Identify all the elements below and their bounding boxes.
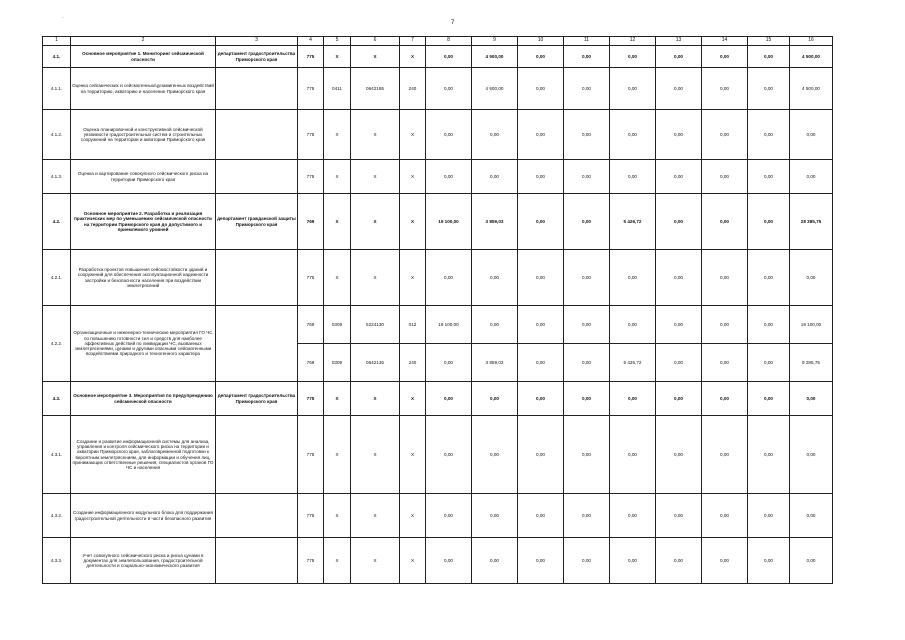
value-cell: 0,00 xyxy=(518,110,564,160)
header-cell: 16 xyxy=(790,37,833,46)
row-name: Оценка планировочной и конструктивной сейсмической уязвимости градостроительных систем и строительных сооружений на территории и акватории Приморского края xyxy=(71,110,216,160)
code-cell: 775 xyxy=(298,382,324,416)
value-cell: 0,00 xyxy=(610,68,656,110)
code-cell: 775 xyxy=(298,160,324,194)
code-cell: 775 xyxy=(298,46,324,68)
value-cell: 0,00 xyxy=(472,110,518,160)
value-cell: 0,00 xyxy=(610,416,656,494)
value-cell: 0,00 xyxy=(790,250,833,306)
value-cell: 0,00 xyxy=(426,344,472,382)
value-cell: 0,00 xyxy=(748,110,790,160)
value-cell: 0,00 xyxy=(748,538,790,584)
value-cell: 19 100,00 xyxy=(426,194,472,250)
row-number: 4.1.1. xyxy=(43,68,71,110)
value-cell: 0,00 xyxy=(702,250,748,306)
table-row xyxy=(43,494,833,538)
code-cell: 769 xyxy=(298,306,324,344)
value-cell: 0,00 xyxy=(702,46,748,68)
row-name: Оценка и картирование совокупного сейсмического риска на территории Приморского края xyxy=(71,160,216,194)
header-cell: 11 xyxy=(564,37,610,46)
code-cell: 240 xyxy=(400,68,426,110)
value-cell: 0,00 xyxy=(656,382,702,416)
value-cell: 0,00 xyxy=(564,68,610,110)
table-row xyxy=(43,160,833,194)
value-cell: 0,00 xyxy=(656,494,702,538)
code-cell: 012 xyxy=(400,306,426,344)
value-cell: 0,00 xyxy=(790,110,833,160)
row-name: Учет совокупного сейсмического риска и риска цунами в документах для землепользования, градостроительной деятельности и социально-экономического развития xyxy=(71,538,216,584)
code-cell: X xyxy=(351,194,400,250)
value-cell: 0,00 xyxy=(610,382,656,416)
value-cell: 0,00 xyxy=(748,46,790,68)
value-cell: 9 285,75 xyxy=(790,344,833,382)
value-cell: 0,00 xyxy=(518,46,564,68)
row-name: Основное мероприятие 2. Разработка и реализация практических мер по уменьшению сейсмической опасности на территории Приморского края до допустимого и приемлемого уровней xyxy=(71,194,216,250)
value-cell: 0,00 xyxy=(426,382,472,416)
row-number: 4.3.2. xyxy=(43,494,71,538)
value-cell: 0,00 xyxy=(656,306,702,344)
header-cell: 13 xyxy=(656,37,702,46)
header-cell: 6 xyxy=(351,37,400,46)
code-cell: 769 xyxy=(298,194,324,250)
code-cell: X xyxy=(400,160,426,194)
value-cell: 0,00 xyxy=(656,250,702,306)
row-number: 4.1.3. xyxy=(43,160,71,194)
value-cell: 0,00 xyxy=(426,250,472,306)
value-cell: 0,00 xyxy=(702,160,748,194)
code-cell: 240 xyxy=(400,344,426,382)
value-cell: 0,00 xyxy=(518,382,564,416)
row-number: 4.1. xyxy=(43,46,71,68)
row-name: Разработка проектов повышения сейсмостойкости зданий и сооружений для обеспечения эксплуатационной надежности застройки и безопасности населения при воздействии землетрясений xyxy=(71,250,216,306)
value-cell: 0,00 xyxy=(702,538,748,584)
value-cell: 0,00 xyxy=(564,110,610,160)
row-executor: департамент гражданской защиты Приморского края xyxy=(216,194,298,250)
code-cell: X xyxy=(351,160,400,194)
value-cell: 5 426,72 xyxy=(610,194,656,250)
code-cell: X xyxy=(351,416,400,494)
row-executor xyxy=(216,110,298,160)
code-cell: X xyxy=(324,46,351,68)
table-row xyxy=(43,68,833,110)
code-cell: X xyxy=(324,494,351,538)
value-cell: 0,00 xyxy=(518,416,564,494)
value-cell: 0,00 xyxy=(426,160,472,194)
value-cell: 0,00 xyxy=(564,46,610,68)
code-cell: 775 xyxy=(298,494,324,538)
code-cell: X xyxy=(351,494,400,538)
row-executor xyxy=(216,416,298,494)
value-cell: 5 426,72 xyxy=(610,344,656,382)
value-cell: 28 385,75 xyxy=(790,194,833,250)
row-executor xyxy=(216,250,298,306)
page-number: 7 xyxy=(451,20,455,26)
code-cell: 0411 xyxy=(324,68,351,110)
value-cell: 0,00 xyxy=(790,416,833,494)
code-cell: 0642185 xyxy=(351,68,400,110)
value-cell: 0,00 xyxy=(656,68,702,110)
code-cell: X xyxy=(324,160,351,194)
header-cell: 5 xyxy=(324,37,351,46)
row-executor xyxy=(216,538,298,584)
value-cell: 0,00 xyxy=(426,68,472,110)
table-row xyxy=(43,382,833,416)
value-cell: 0,00 xyxy=(702,416,748,494)
code-cell: X xyxy=(400,416,426,494)
code-cell: 769 xyxy=(298,344,324,382)
value-cell: 0,00 xyxy=(610,46,656,68)
value-cell: 0,00 xyxy=(472,416,518,494)
value-cell: 0,00 xyxy=(518,306,564,344)
value-cell: 0,00 xyxy=(702,494,748,538)
code-cell: 775 xyxy=(298,68,324,110)
value-cell: 0,00 xyxy=(518,344,564,382)
code-cell: X xyxy=(324,382,351,416)
value-cell: 0,00 xyxy=(748,494,790,538)
value-cell: 0,00 xyxy=(748,68,790,110)
row-number: 4.2. xyxy=(43,194,71,250)
row-name: Основное мероприятие 3. Мероприятия по предупреждению сейсмической опасности xyxy=(71,382,216,416)
table-row xyxy=(43,416,833,494)
value-cell: 0,00 xyxy=(702,110,748,160)
value-cell: 0,00 xyxy=(518,538,564,584)
value-cell: 0,00 xyxy=(472,250,518,306)
budget-table xyxy=(42,36,833,584)
code-cell: 0642135 xyxy=(351,344,400,382)
value-cell: 0,00 xyxy=(790,494,833,538)
value-cell: 0,00 xyxy=(518,68,564,110)
code-cell: X xyxy=(324,194,351,250)
value-cell: 0,00 xyxy=(748,194,790,250)
row-number: 4.2.2. xyxy=(43,306,71,382)
value-cell: 0,00 xyxy=(564,416,610,494)
table-row xyxy=(43,306,833,344)
code-cell: X xyxy=(324,416,351,494)
code-cell: X xyxy=(400,46,426,68)
value-cell: 0,00 xyxy=(610,110,656,160)
code-cell: X xyxy=(351,46,400,68)
value-cell: 0,00 xyxy=(426,46,472,68)
value-cell: 0,00 xyxy=(472,160,518,194)
value-cell: 0,00 xyxy=(610,306,656,344)
value-cell: 0,00 xyxy=(656,416,702,494)
header-cell: 2 xyxy=(71,37,216,46)
value-cell: 0,00 xyxy=(426,538,472,584)
code-cell: X xyxy=(351,382,400,416)
value-cell: 0,00 xyxy=(518,250,564,306)
row-name: Создание и развитие информационной системы для анализа, управления и контроля сейсмического риска на территории и акватории Приморского края, заблаговременной подготовки к вероятным землетрясениям, для информации и обучения лиц, принимающих ответственные решения, специалистов органов ГО ЧС и населения xyxy=(71,416,216,494)
value-cell: 0,00 xyxy=(748,306,790,344)
row-executor xyxy=(216,160,298,194)
code-cell: X xyxy=(351,110,400,160)
header-cell: 14 xyxy=(702,37,748,46)
header-row xyxy=(43,37,833,46)
header-cell: 3 xyxy=(216,37,298,46)
value-cell: 0,00 xyxy=(748,160,790,194)
value-cell: 0,00 xyxy=(702,382,748,416)
value-cell: 0,00 xyxy=(518,194,564,250)
code-cell: 5224130 xyxy=(351,306,400,344)
value-cell: 0,00 xyxy=(702,68,748,110)
row-number: 4.2.1. xyxy=(43,250,71,306)
row-executor: департамент градостроительства Приморского края xyxy=(216,382,298,416)
code-cell: X xyxy=(351,250,400,306)
value-cell: 0,00 xyxy=(426,494,472,538)
header-cell: 10 xyxy=(518,37,564,46)
value-cell: 3 859,03 xyxy=(472,194,518,250)
value-cell: 0,00 xyxy=(790,160,833,194)
value-cell: 19 100,00 xyxy=(790,306,833,344)
value-cell: 4 500,00 xyxy=(790,46,833,68)
value-cell: 0,00 xyxy=(610,250,656,306)
table-row xyxy=(43,110,833,160)
code-cell: 775 xyxy=(298,416,324,494)
code-cell: 0309 xyxy=(324,306,351,344)
value-cell: 0,00 xyxy=(426,110,472,160)
header-cell: 9 xyxy=(472,37,518,46)
value-cell: 0,00 xyxy=(748,344,790,382)
value-cell: 0,00 xyxy=(518,494,564,538)
value-cell: 0,00 xyxy=(656,538,702,584)
value-cell: 0,00 xyxy=(564,382,610,416)
value-cell: 0,00 xyxy=(702,344,748,382)
value-cell: 0,00 xyxy=(564,160,610,194)
code-cell: X xyxy=(324,250,351,306)
code-cell: 775 xyxy=(298,250,324,306)
value-cell: 0,00 xyxy=(702,194,748,250)
row-executor xyxy=(216,494,298,538)
code-cell: X xyxy=(400,250,426,306)
value-cell: 0,00 xyxy=(790,382,833,416)
table-row xyxy=(43,194,833,250)
code-cell: 0309 xyxy=(324,344,351,382)
value-cell: 0,00 xyxy=(472,306,518,344)
value-cell: 0,00 xyxy=(472,538,518,584)
row-number: 4.3.3. xyxy=(43,538,71,584)
value-cell: 0,00 xyxy=(426,416,472,494)
value-cell: 4 500,00 xyxy=(790,68,833,110)
row-number: 4.3.1. xyxy=(43,416,71,494)
value-cell: 0,00 xyxy=(564,538,610,584)
code-cell: X xyxy=(400,382,426,416)
header-cell: 12 xyxy=(610,37,656,46)
value-cell: 0,00 xyxy=(564,194,610,250)
row-name: Оценка сейсмических и сейсмогенных/цунамигенных воздействий на территорию, акваторию и население Приморского края xyxy=(71,68,216,110)
row-name: Создание информационного модульного блока для поддержания градостроительной деятельности в части безопасного развития xyxy=(71,494,216,538)
table-row xyxy=(43,250,833,306)
code-cell: X xyxy=(351,538,400,584)
value-cell: 0,00 xyxy=(610,494,656,538)
header-cell: 4 xyxy=(298,37,324,46)
value-cell: 0,00 xyxy=(656,110,702,160)
value-cell: 0,00 xyxy=(518,160,564,194)
header-cell: 7 xyxy=(400,37,426,46)
value-cell: 0,00 xyxy=(748,250,790,306)
row-name: Основное мероприятие 1. Мониторинг сейсмической опасности xyxy=(71,46,216,68)
code-cell: X xyxy=(324,538,351,584)
value-cell: 4 500,00 xyxy=(472,68,518,110)
code-cell: 775 xyxy=(298,538,324,584)
value-cell: 0,00 xyxy=(564,344,610,382)
value-cell: 0,00 xyxy=(656,160,702,194)
row-number: 4.3. xyxy=(43,382,71,416)
value-cell: 0,00 xyxy=(790,538,833,584)
page-mark: · xyxy=(62,15,64,21)
value-cell: 0,00 xyxy=(656,194,702,250)
table-row xyxy=(43,538,833,584)
value-cell: 0,00 xyxy=(702,306,748,344)
row-number: 4.1.2. xyxy=(43,110,71,160)
header-cell: 15 xyxy=(748,37,790,46)
value-cell: 0,00 xyxy=(564,250,610,306)
value-cell: 0,00 xyxy=(564,494,610,538)
code-cell: 775 xyxy=(298,110,324,160)
code-cell: X xyxy=(400,110,426,160)
header-cell: 8 xyxy=(426,37,472,46)
value-cell: 0,00 xyxy=(472,494,518,538)
value-cell: 0,00 xyxy=(610,160,656,194)
value-cell: 0,00 xyxy=(610,538,656,584)
value-cell: 0,00 xyxy=(748,416,790,494)
row-name: Организационные и инженерно-технические мероприятия ГО ЧС по повышению готовности сил и средств для наиболее эффективных действий по ликвидации ЧС, вызванных землетрясениями, цунами и другими опасными сейсмогенными воздействиями природного и техногенного характера xyxy=(71,306,216,382)
value-cell: 0,00 xyxy=(656,46,702,68)
value-cell: 0,00 xyxy=(656,344,702,382)
value-cell: 0,00 xyxy=(564,306,610,344)
table-row xyxy=(43,46,833,68)
value-cell: 3 859,03 xyxy=(472,344,518,382)
code-cell: X xyxy=(400,538,426,584)
code-cell: X xyxy=(400,494,426,538)
row-executor xyxy=(216,306,298,382)
value-cell: 4 500,00 xyxy=(472,46,518,68)
row-executor xyxy=(216,68,298,110)
value-cell: 0,00 xyxy=(748,382,790,416)
code-cell: X xyxy=(400,194,426,250)
header-cell: 1 xyxy=(43,37,71,46)
value-cell: 19 100,00 xyxy=(426,306,472,344)
value-cell: 0,00 xyxy=(472,382,518,416)
row-executor: департамент градостроительства Приморского края xyxy=(216,46,298,68)
code-cell: X xyxy=(324,110,351,160)
